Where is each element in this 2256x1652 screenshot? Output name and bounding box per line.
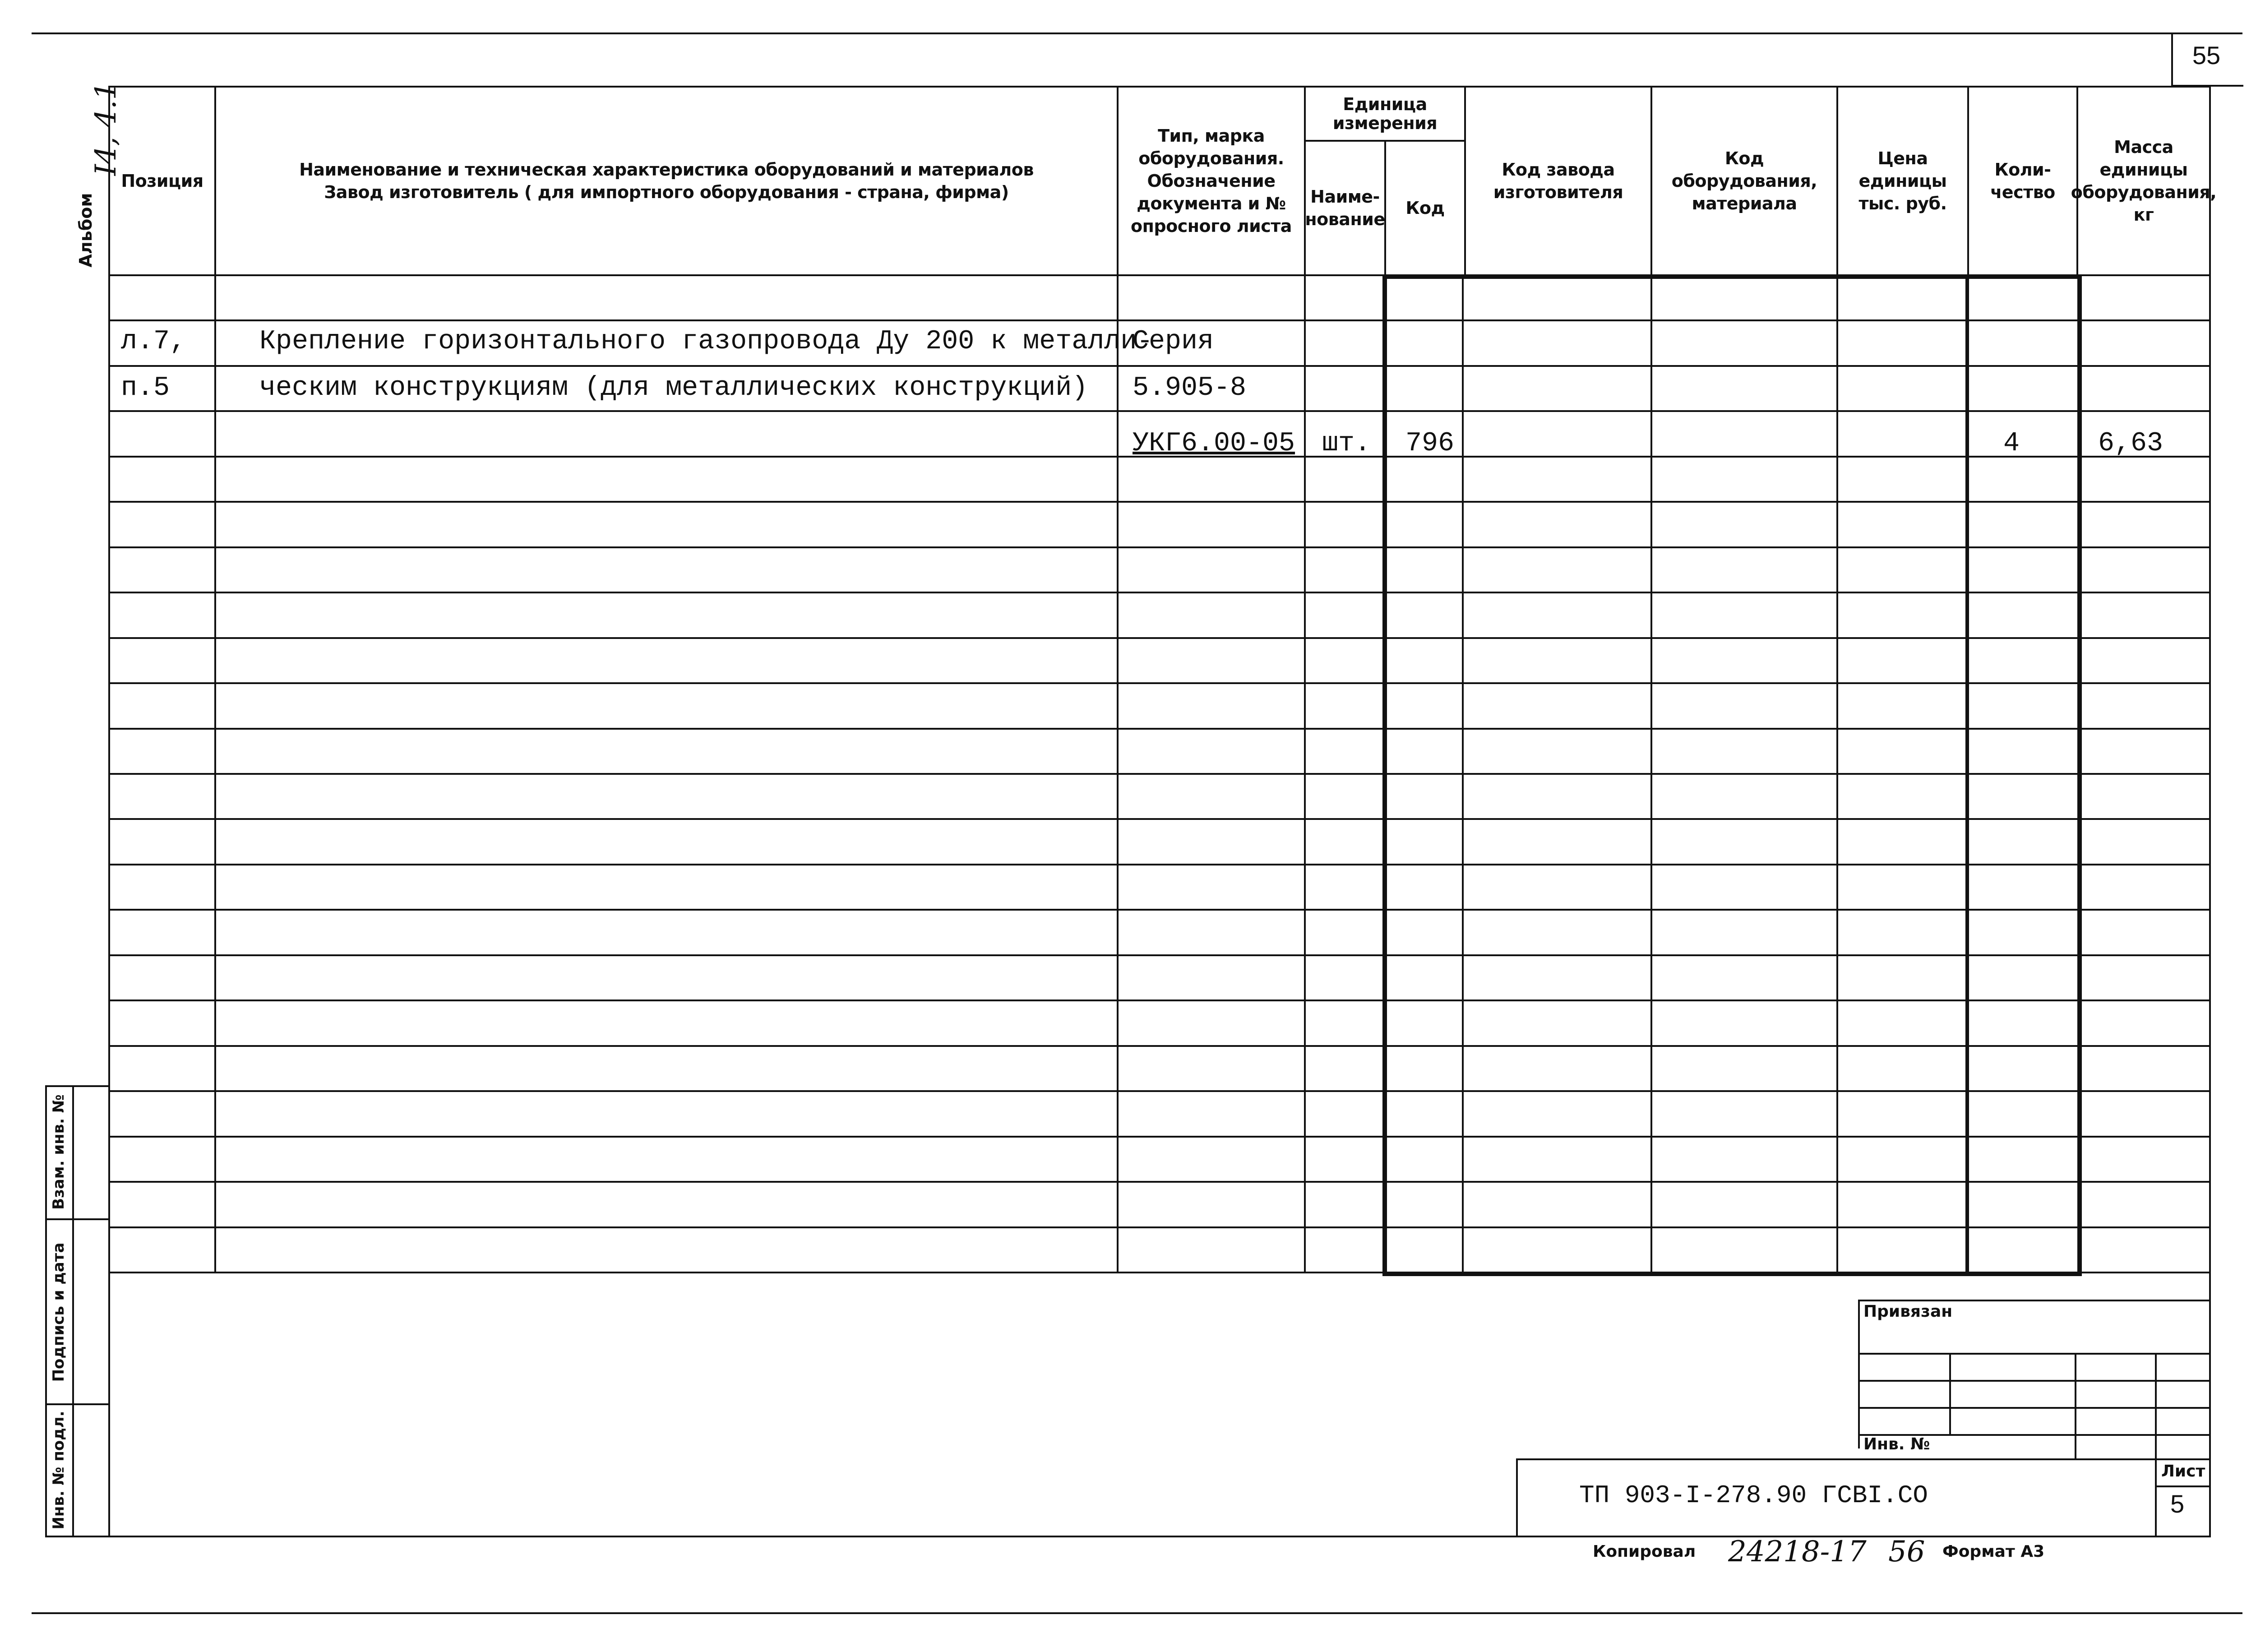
header-unit-group: Единица измерения	[1332, 94, 1438, 133]
album-label: Альбом	[76, 193, 96, 268]
row-line	[108, 1181, 2211, 1183]
title-block-left	[1858, 1300, 1860, 1448]
title-block-inv-no: Инв. №	[1863, 1435, 1930, 1453]
title-block-row-3	[1858, 1407, 2211, 1409]
row-1-position: л.7,	[121, 326, 186, 357]
side-stamp-inv-podl: Инв. № подл.	[50, 1411, 68, 1530]
header-factory-code: Код завода изготовителя	[1493, 160, 1623, 202]
designation: ТП 903-I-278.90 ГСВI.СО	[1579, 1481, 1928, 1510]
frame-bottom	[32, 1612, 2242, 1614]
row-line	[108, 365, 2211, 367]
header-quantity: Коли- чество	[1990, 160, 2055, 202]
row-line	[108, 410, 2211, 412]
title-block-row-2	[1858, 1380, 2211, 1382]
row-line	[108, 501, 2211, 503]
sheet-label: Лист	[2161, 1462, 2205, 1481]
designation-box-top	[1516, 1458, 2211, 1460]
table-body-bottom	[108, 1272, 2211, 1273]
sheet-value: 5	[2170, 1490, 2185, 1518]
row-3-type: УКГ6.00-05	[1133, 428, 1295, 459]
row-line	[108, 1090, 2211, 1092]
row-2-name: ческим конструкциям (для металлических конструкций)	[259, 373, 1088, 403]
header-type: Тип, марка оборудования. Обозначение документа и № опросного листа	[1131, 126, 1292, 236]
row-line	[108, 592, 2211, 593]
footer-copied: Копировал	[1593, 1542, 1696, 1561]
row-line	[108, 954, 2211, 956]
footer-copy-page: 56	[1888, 1535, 1925, 1569]
designation-box-left	[1516, 1458, 1518, 1536]
row-line	[108, 728, 2211, 730]
row-line	[108, 637, 2211, 639]
row-3-quantity: 4	[2003, 428, 2020, 459]
footer-copy-number: 24218-17	[1728, 1535, 1867, 1569]
row-line	[108, 1045, 2211, 1047]
side-stamp-mid	[72, 1085, 74, 1536]
row-3-unit-code: 796	[1405, 428, 1455, 459]
title-block-col-3	[2155, 1353, 2157, 1536]
row-1-type: Серия	[1133, 326, 1214, 357]
header-equipment-code: Код оборудования, материала	[1671, 148, 1817, 213]
album-value: I4, 4.1	[89, 81, 123, 176]
title-block-bound: Привязан	[1863, 1302, 1953, 1321]
row-2-position: п.5	[121, 373, 170, 403]
row-line	[108, 864, 2211, 865]
row-line	[108, 909, 2211, 911]
row-line	[108, 1000, 2211, 1001]
row-3-unit-name: шт.	[1322, 428, 1371, 459]
frame-top	[32, 32, 2242, 34]
title-block-top	[1858, 1300, 2211, 1301]
row-2-type: 5.905-8	[1133, 373, 1247, 403]
header-unit-name: Наиме- нование	[1305, 187, 1385, 229]
header-name: Наименование и техническая характеристика оборудований и материалов Завод изготовитель ( для импортного оборудования - страна, фирма)	[299, 160, 1034, 202]
row-line	[108, 773, 2211, 775]
row-line	[108, 682, 2211, 684]
side-stamp-inv-zam: Взам. инв. №	[50, 1094, 68, 1210]
row-line	[108, 818, 2211, 820]
header-price: Цена единицы тыс. руб.	[1858, 148, 1947, 213]
page-number-top: 55	[2192, 41, 2221, 69]
sheet-label-divider	[2155, 1485, 2211, 1487]
row-1-name: Крепление горизонтального газопровода Ду 200 к металли-	[259, 326, 1153, 357]
title-block-row-1	[1858, 1353, 2211, 1355]
header-unit-code: Код	[1405, 198, 1445, 218]
row-line	[108, 1226, 2211, 1228]
code-block-frame	[1382, 274, 2082, 1276]
table-right-border	[2209, 86, 2211, 1536]
row-line	[108, 319, 2211, 321]
row-3-mass: 6,63	[2098, 428, 2164, 459]
side-stamp-signature-date: Подпись и дата	[50, 1242, 68, 1382]
header-position: Позиция	[121, 171, 203, 191]
title-block-col-2	[2075, 1353, 2076, 1459]
header-mass: Масса единицы оборудования, кг	[2071, 137, 2217, 225]
title-block-col-1	[1949, 1353, 1951, 1434]
footer-format: Формат А3	[1942, 1542, 2045, 1561]
row-line	[108, 1136, 2211, 1138]
table-left-border	[108, 86, 110, 1536]
row-line	[108, 546, 2211, 548]
page-number-box-left	[2171, 32, 2173, 86]
